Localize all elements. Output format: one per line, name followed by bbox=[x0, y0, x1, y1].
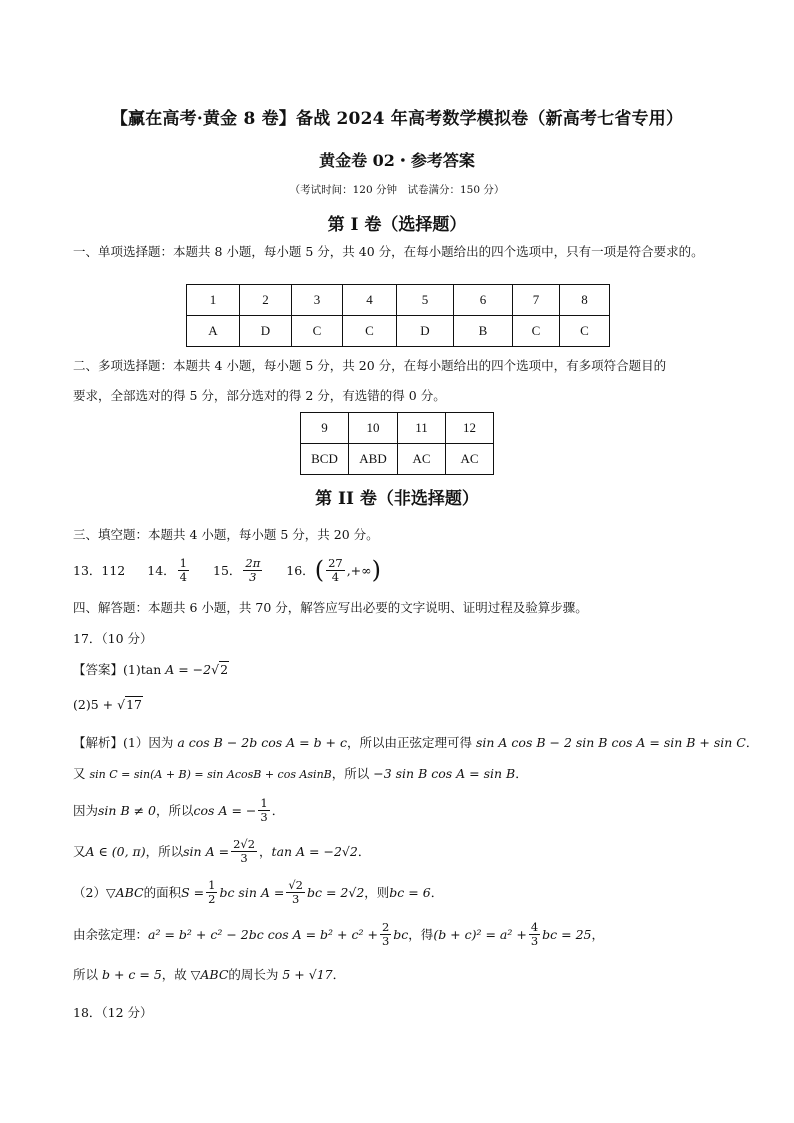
text: 因为 bbox=[73, 803, 99, 818]
part2-heading: 第 II 卷（非选择题） bbox=[315, 489, 479, 509]
text: ． bbox=[357, 844, 371, 859]
fraction bbox=[206, 879, 217, 906]
text: （2） bbox=[73, 885, 106, 900]
section4-text: 四、解答题：本题共 6 小题，共 70 分，解答应写出必要的文字说明、证明过程及验算步骤。 bbox=[73, 600, 588, 615]
equation: sin A = bbox=[183, 843, 230, 859]
text: 所以 bbox=[73, 967, 102, 982]
denominator: 2 bbox=[208, 891, 216, 906]
equation: bc bbox=[393, 926, 409, 942]
text: 的周长为 bbox=[228, 967, 283, 982]
table-cell: 6 bbox=[454, 285, 513, 316]
table-row bbox=[301, 444, 494, 475]
text: 的面积 bbox=[143, 885, 182, 900]
fill-q14-label: 14． bbox=[147, 563, 176, 578]
answer2-prefix: (2)5 + bbox=[73, 697, 118, 712]
text: ，所以由正弦定理可得 bbox=[347, 735, 476, 750]
table-cell: 2 bbox=[240, 285, 292, 316]
text: ． bbox=[430, 885, 444, 900]
table-cell: AC bbox=[446, 444, 494, 475]
table-cell: 4 bbox=[343, 285, 397, 316]
equation: bc sin A = bbox=[219, 884, 285, 900]
numerator: √2 bbox=[288, 877, 303, 892]
q17-analysis-line6 bbox=[73, 915, 604, 953]
equation: bc = 2√2 bbox=[306, 884, 365, 900]
table-cell: 3 bbox=[292, 285, 343, 316]
numerator: 2√2 bbox=[233, 836, 256, 851]
fraction bbox=[380, 921, 391, 948]
table-row bbox=[187, 285, 610, 316]
table-cell: C bbox=[343, 316, 397, 347]
table-cell: BCD bbox=[301, 444, 349, 475]
text: ，得 bbox=[408, 927, 434, 942]
numerator: 2 bbox=[381, 919, 390, 934]
denominator: 3 bbox=[530, 933, 539, 948]
fill-q15-fraction bbox=[243, 557, 262, 584]
numerator: 4 bbox=[530, 919, 539, 934]
fraction bbox=[258, 797, 269, 824]
answer1-radicand: 2 bbox=[220, 662, 229, 677]
page-title: 【赢在高考·黄金 8 卷】备战 2024 年高考数学模拟卷（新高考七省专用） bbox=[110, 109, 684, 129]
text: ， bbox=[259, 844, 272, 859]
fraction bbox=[529, 921, 540, 948]
text: ． bbox=[515, 766, 528, 781]
table-cell: 10 bbox=[349, 413, 398, 444]
table-cell: 5 bbox=[397, 285, 454, 316]
denominator: 3 bbox=[249, 569, 257, 584]
q17-answer-line2: (2)5 + √17 bbox=[73, 697, 142, 712]
q18-label: 18．（12 分） bbox=[73, 1005, 153, 1020]
table-cell: D bbox=[397, 316, 454, 347]
text: 又 bbox=[73, 766, 90, 781]
q17-analysis-line4 bbox=[73, 832, 370, 870]
table-cell: 12 bbox=[446, 413, 494, 444]
q17-analysis-line1 bbox=[73, 733, 758, 751]
equation: S = bbox=[181, 884, 205, 900]
text: 由余弦定理： bbox=[73, 927, 149, 942]
equation: a² = b² + c² − 2bc cos A = b² + c² + bbox=[148, 926, 378, 942]
page-subtitle: 黄金卷 02・参考答案 bbox=[319, 151, 475, 170]
equation: 5 + √17 bbox=[282, 967, 333, 982]
denominator: 3 bbox=[260, 809, 268, 824]
text: ． bbox=[745, 735, 759, 750]
equation: sin C = sin(A + B) = sin AcosB + cos AsinB bbox=[89, 768, 332, 781]
text: ， bbox=[591, 927, 605, 942]
q17-analysis-line3 bbox=[73, 792, 284, 828]
q17-answer-line1: 【答案】(1)tan A = −2√2 bbox=[73, 662, 229, 677]
table-cell: C bbox=[560, 316, 610, 347]
equation: ▽ABC bbox=[190, 967, 229, 982]
fill-q15-label: 15． bbox=[213, 563, 242, 578]
numerator: 2π bbox=[245, 555, 261, 570]
denominator: 3 bbox=[240, 850, 248, 865]
numerator: 1 bbox=[208, 877, 216, 892]
table-cell: ABD bbox=[349, 444, 398, 475]
equation: b + c = 5 bbox=[101, 967, 162, 982]
equation: ▽ABC bbox=[105, 884, 144, 900]
fill-answers bbox=[73, 553, 381, 587]
answer-tag: 【答案】 bbox=[73, 662, 124, 677]
fill-q16-label: 16． bbox=[286, 563, 315, 578]
equation: cos A = − bbox=[193, 802, 257, 818]
answer1-math: A = −2 bbox=[165, 662, 212, 677]
equation: sin B ≠ 0 bbox=[98, 802, 157, 818]
text: 又 bbox=[73, 844, 86, 859]
text: ，则 bbox=[364, 885, 390, 900]
fill-q16-tail: ,+∞ bbox=[346, 562, 372, 578]
paren-close: ) bbox=[371, 556, 381, 584]
single-choice-answer-table bbox=[186, 284, 610, 347]
table-row bbox=[187, 316, 610, 347]
text: ，所以 bbox=[331, 766, 374, 781]
text: ． bbox=[332, 967, 346, 982]
numerator: 1 bbox=[179, 555, 187, 570]
table-cell: AC bbox=[398, 444, 446, 475]
table-cell: 9 bbox=[301, 413, 349, 444]
text: ． bbox=[271, 803, 285, 818]
numerator: 1 bbox=[260, 795, 268, 810]
text: ，故 bbox=[161, 967, 191, 982]
table-cell: 11 bbox=[398, 413, 446, 444]
text: ，所以 bbox=[156, 803, 194, 818]
section2-line1: 二、多项选择题：本题共 4 小题，每小题 5 分，共 20 分，在每小题给出的四个选项中，有多项符合题目的 bbox=[73, 358, 667, 373]
answer2-radicand: 17 bbox=[126, 697, 142, 712]
equation: a cos B − 2b cos A = b + c bbox=[177, 735, 347, 750]
fill-q16-fraction bbox=[326, 557, 345, 584]
section3-text: 三、填空题：本题共 4 小题，每小题 5 分，共 20 分。 bbox=[73, 527, 379, 542]
multi-choice-answer-table bbox=[300, 412, 494, 475]
denominator: 4 bbox=[331, 569, 340, 584]
table-cell: 8 bbox=[560, 285, 610, 316]
text: ，所以 bbox=[145, 844, 184, 859]
equation: tan A = −2√2 bbox=[271, 843, 358, 859]
paren-open: ( bbox=[314, 556, 325, 584]
section2-line2: 要求，全部选对的得 5 分，部分选对的得 2 分，有选错的得 0 分。 bbox=[73, 388, 446, 403]
denominator: 3 bbox=[381, 933, 390, 948]
equation: A ∈ (0, π) bbox=[85, 843, 146, 859]
q17-analysis-line5 bbox=[73, 873, 443, 911]
table-cell: C bbox=[513, 316, 560, 347]
table-row bbox=[301, 413, 494, 444]
q17-label: 17．（10 分） bbox=[73, 631, 153, 646]
q17-analysis-line7 bbox=[73, 965, 345, 983]
analysis-tag: 【解析】 bbox=[73, 735, 124, 750]
table-cell: 7 bbox=[513, 285, 560, 316]
table-cell: 1 bbox=[187, 285, 240, 316]
equation: bc = 6 bbox=[389, 884, 431, 900]
q17-analysis-line2 bbox=[73, 764, 528, 782]
section1-text: 一、单项选择题：本题共 8 小题，每小题 5 分，共 40 分，在每小题给出的四个选项中，只有一项是符合要求的。 bbox=[73, 244, 704, 259]
fraction bbox=[286, 879, 305, 906]
equation: sin A cos B − 2 sin B cos A = sin B + sin C bbox=[475, 735, 746, 750]
numerator: 27 bbox=[328, 555, 343, 570]
text: (1）因为 bbox=[123, 735, 178, 750]
table-cell: A bbox=[187, 316, 240, 347]
fraction bbox=[231, 838, 257, 865]
denominator: 3 bbox=[291, 891, 300, 906]
part1-heading: 第 I 卷（选择题） bbox=[327, 215, 467, 235]
table-cell: C bbox=[292, 316, 343, 347]
denominator: 4 bbox=[179, 569, 187, 584]
equation: bc = 25 bbox=[542, 926, 592, 942]
table-cell: D bbox=[240, 316, 292, 347]
fill-q13: 13．112 bbox=[73, 563, 126, 578]
answer1-prefix: (1)tan bbox=[123, 662, 166, 677]
table-cell: B bbox=[454, 316, 513, 347]
fill-q14-fraction bbox=[178, 557, 189, 584]
equation: (b + c)² = a² + bbox=[433, 926, 527, 942]
equation: −3 sin B cos A = sin B bbox=[373, 766, 516, 781]
exam-info: （考试时间：120 分钟 试卷满分：150 分） bbox=[289, 184, 505, 196]
